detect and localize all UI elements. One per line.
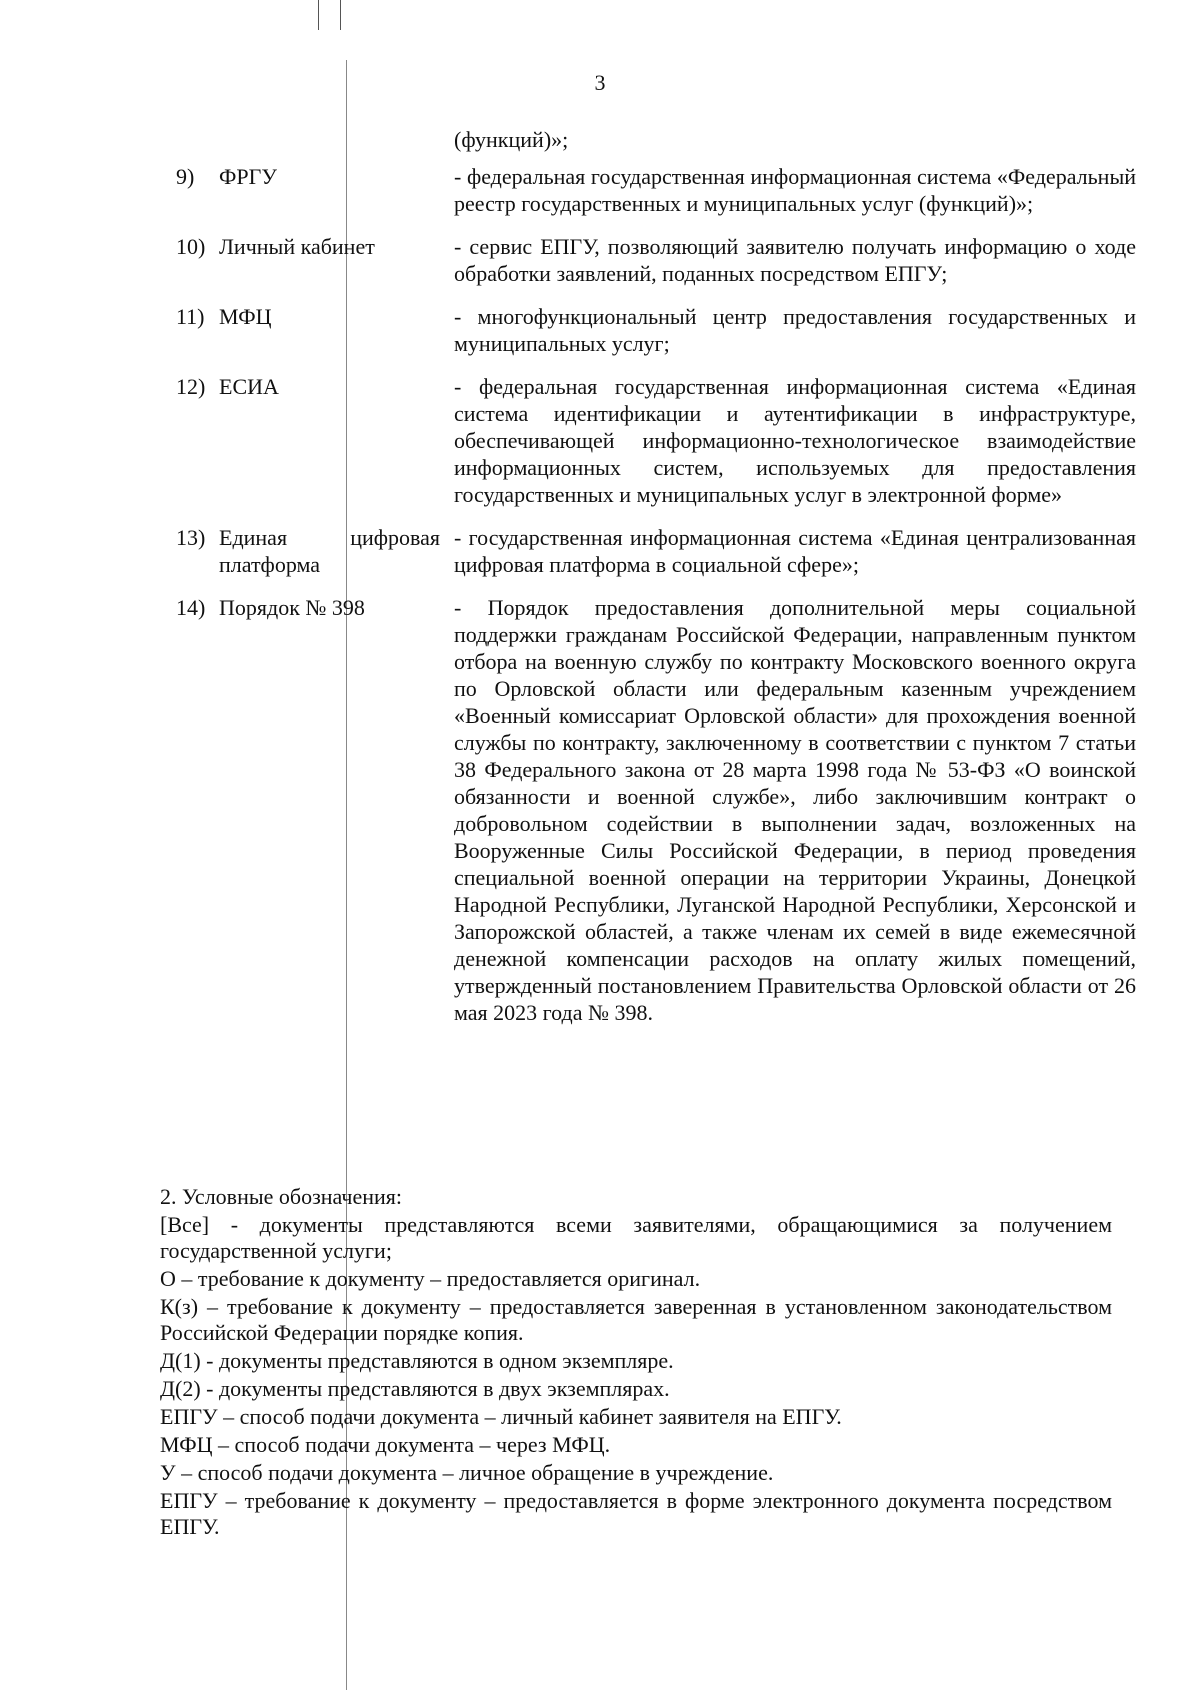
definition-text: - федеральная государственная информационная система «Единая система идентификации и аутентификации в инфраструктуре, обеспечивающей информационно-технологическое взаимодействие информационных систем, используемых для предоставления государственных и муниципальных услуг в электронной форме» [454, 374, 1136, 507]
legend-line: О – требование к документу – предоставляется оригинал. [160, 1266, 701, 1291]
definition-text: - федеральная государственная информационная система «Федеральный реестр государственных и муниципальных услуг (функций)»; [454, 164, 1136, 216]
legend-line: Д(2) - документы представляются в двух экземплярах. [160, 1376, 670, 1401]
definition-text: - Порядок предоставления дополнительной меры социальной поддержки гражданам Российской Федерации, направленным пунктом отбора на военную службу по контракту Московского военного округа по Орловской области или федеральным казенным учреждением «Военный комиссариат Орловской области» для прохождения военной службы по контракту, заключенному в соответствии с пунктом 7 статьи 38 Федерального закона от 28 марта 1998 года № 53-ФЗ «О воинской обязанности и военной службе», либо заключившим контракт о добровольном содействии в выполнении задач, возложенных на Вооруженные Силы Российской Федерации, в период проведения специальной военной операции на территории Украины, Донецкой Народной Республики, Луганской Народной Республики, Херсонской и Запорожской областей, а также членам их семей в виде ежемесячной денежной компенсации расходов на оплату жилых помещений, утвержденный постановлением Правительства Орловской области от 26 мая 2023 года № 398. [454, 595, 1136, 1025]
definition-item [176, 163, 1136, 217]
definition-text: - сервис ЕПГУ, позволяющий заявителю получать информацию о ходе обработки заявлений, поданных посредством ЕПГУ; [454, 234, 1136, 286]
definition-continuation [176, 126, 1136, 153]
scan-line [318, 0, 319, 30]
definition-number: 10) [176, 234, 206, 259]
legend-line: МФЦ – способ подачи документа – через МФЦ. [160, 1432, 611, 1457]
definition-number: 11) [176, 304, 205, 329]
legend-line: ЕПГУ – способ подачи документа – личный кабинет заявителя на ЕПГУ. [160, 1404, 842, 1429]
definition-text: - многофункциональный центр предоставления государственных и муниципальных услуг; [454, 304, 1136, 356]
definition-item [176, 303, 1136, 357]
page-number: 3 [594, 70, 606, 95]
definition-continuation-text: (функций)»; [454, 127, 569, 152]
legend-line: К(з) – требование к документу – предоставляется заверенная в установленном законодательством Российской Федерации порядке копия. [160, 1294, 1112, 1345]
scan-line [340, 0, 341, 30]
definition-item [176, 233, 1136, 287]
definition-item [176, 524, 1136, 578]
definition-number: 14) [176, 595, 206, 620]
definition-term: Личный кабинет [219, 234, 375, 259]
definition-text: - государственная информационная система «Единая централизованная цифровая платформа в социальной сфере»; [454, 525, 1136, 577]
definitions-list [176, 126, 1136, 1042]
definition-term: МФЦ [219, 304, 272, 329]
legend-heading: 2. Условные обозначения: [160, 1184, 403, 1209]
definition-item [176, 594, 1136, 1026]
legend-line: ЕПГУ – требование к документу – предоставляется в форме электронного документа посредством ЕПГУ. [160, 1488, 1112, 1539]
definition-term: Порядок № 398 [219, 595, 365, 620]
definition-number: 12) [176, 374, 206, 399]
legend-line: [Все] - документы представляются всеми заявителями, обращающимися за получением государственной услуги; [160, 1212, 1112, 1263]
definition-term: Единая цифровая платформа [219, 525, 440, 577]
definition-number: 13) [176, 525, 206, 550]
definition-term: ФРГУ [219, 164, 277, 189]
definition-item [176, 373, 1136, 508]
legend-line: Д(1) - документы представляются в одном экземпляре. [160, 1348, 674, 1373]
legend-section [160, 1184, 1112, 1542]
definition-term: ЕСИА [219, 374, 279, 399]
definition-number: 9) [176, 164, 195, 189]
legend-line: У – способ подачи документа – личное обращение в учреждение. [160, 1460, 774, 1485]
